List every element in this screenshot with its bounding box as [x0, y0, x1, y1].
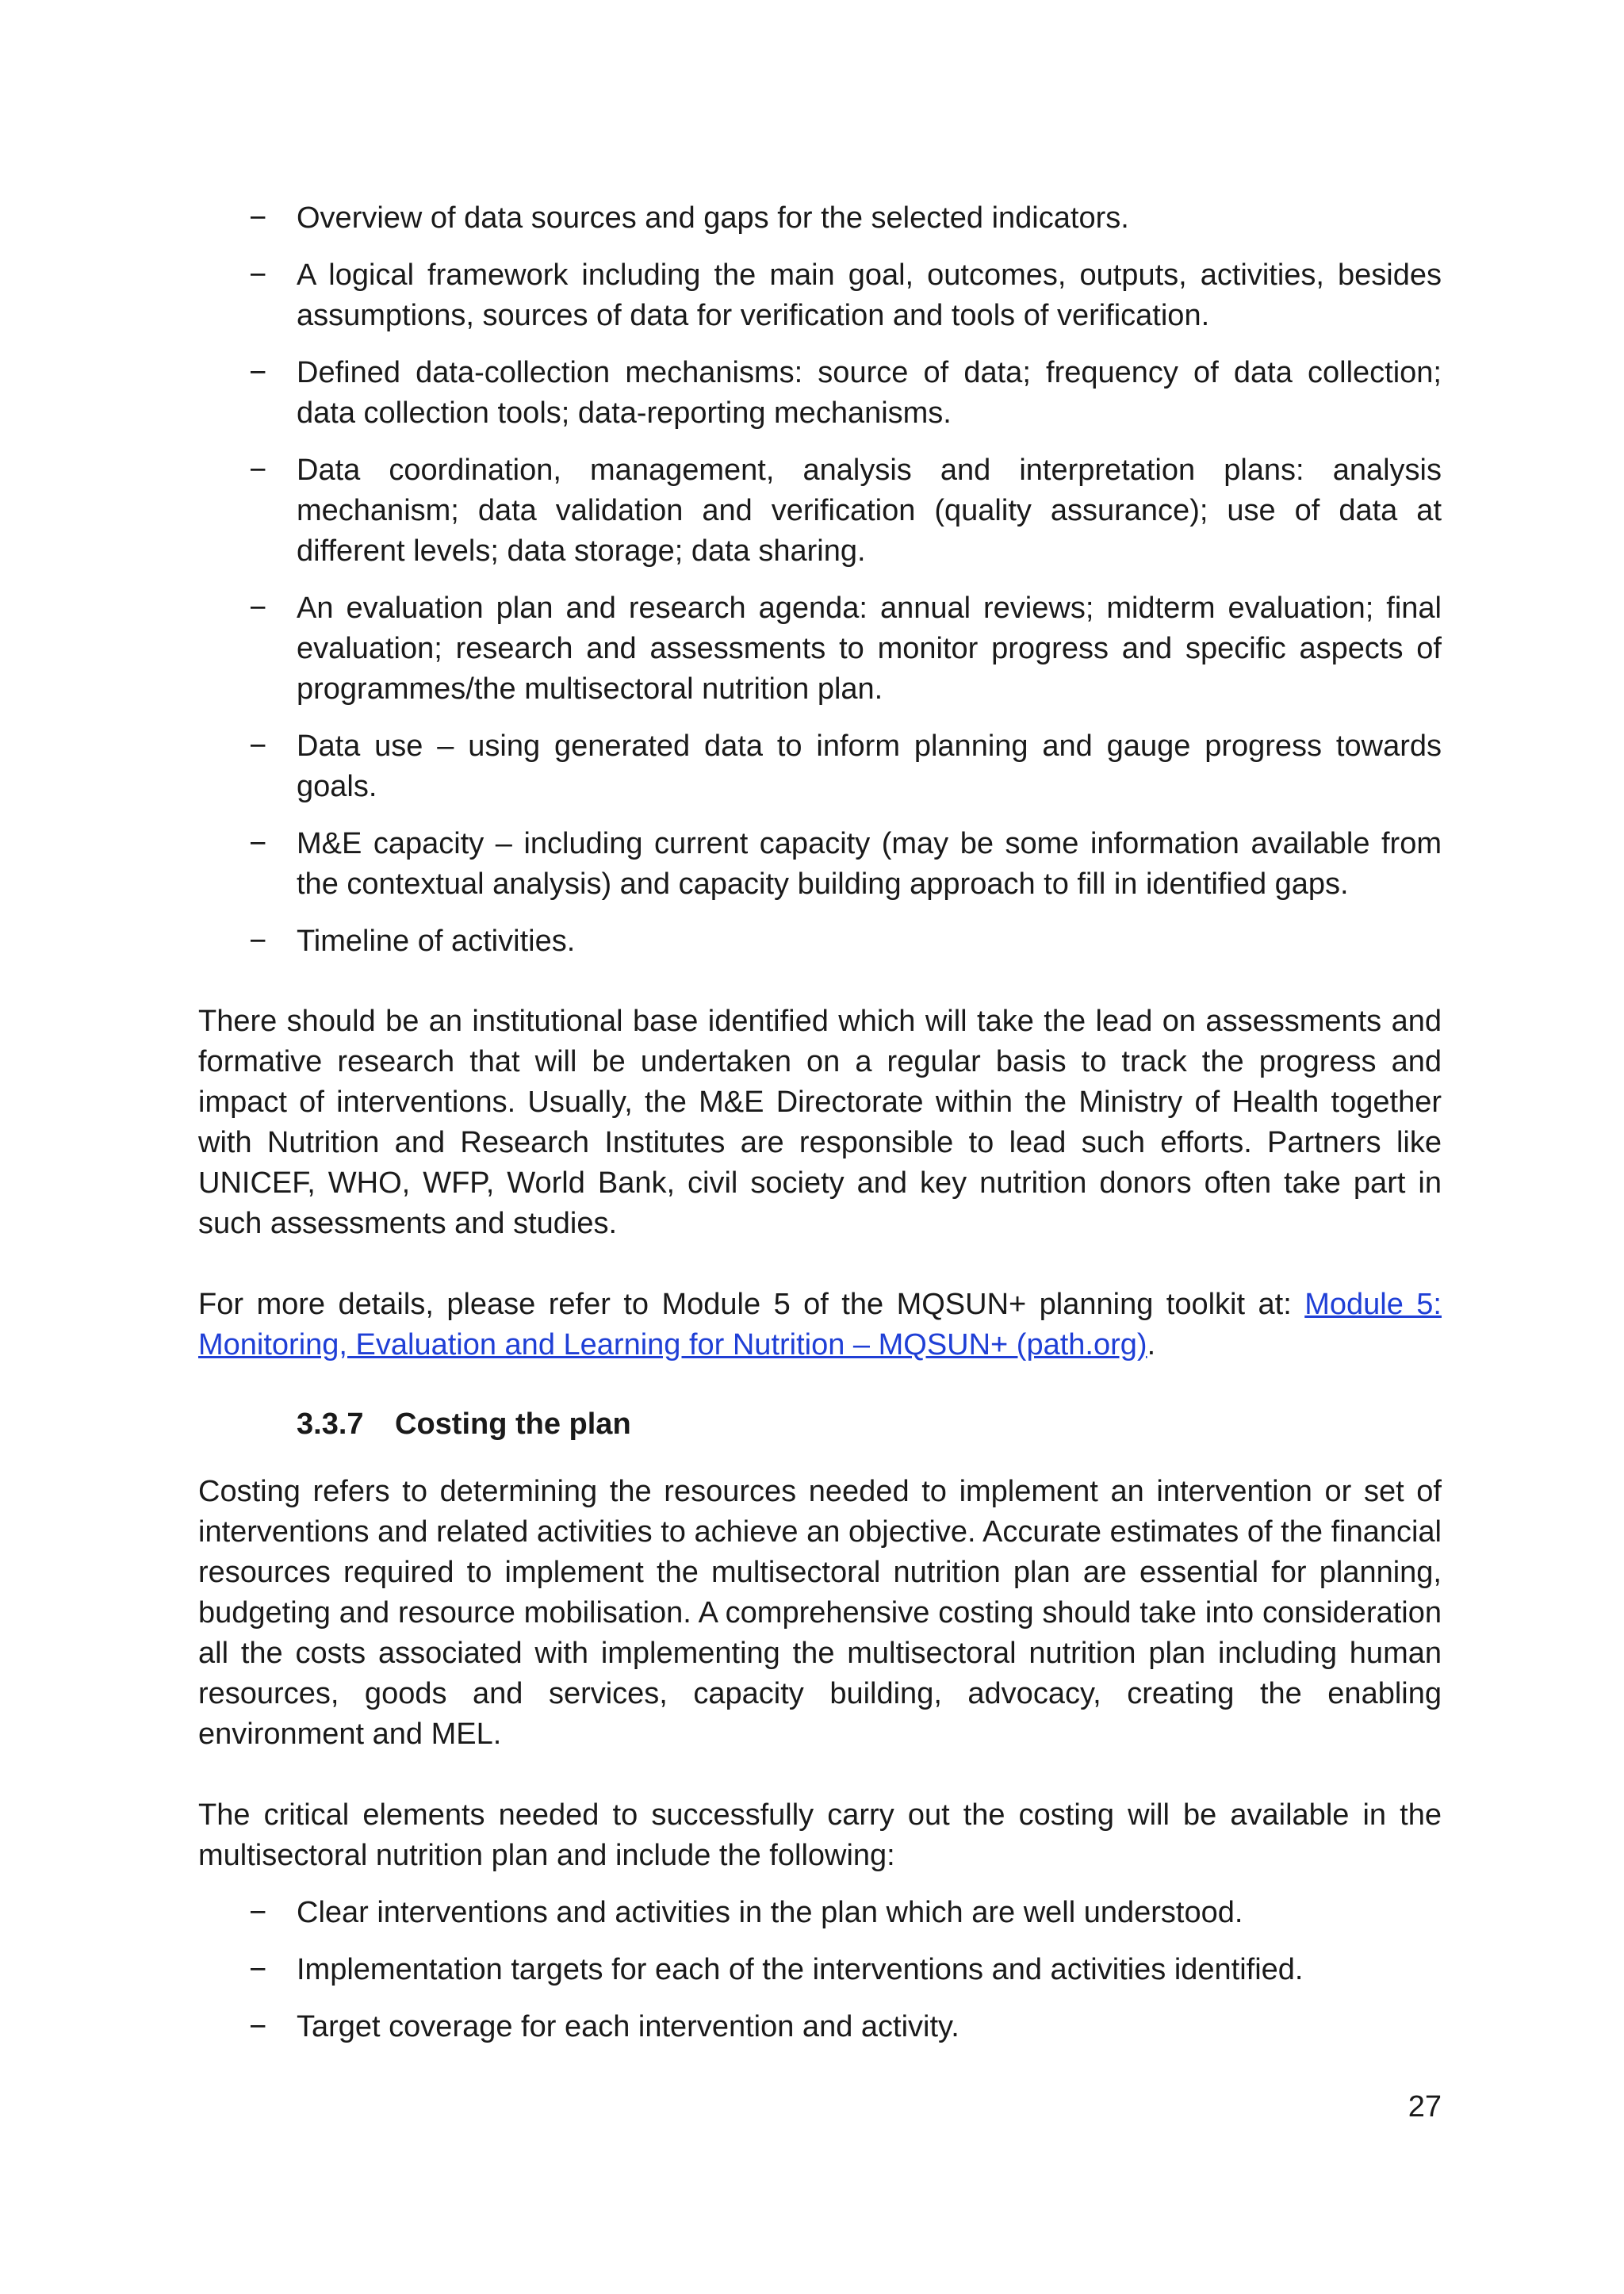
- list-item-text: Defined data-collection mechanisms: source of data; frequency of data collection; data collection tools; data-reporting mechanisms.: [297, 356, 1442, 430]
- paragraph-critical-elements: The critical elements needed to successfully carry out the costing will be available in the multisectoral nutrition plan and include the following:: [198, 1798, 1442, 1872]
- bullet-dash: −: [249, 356, 267, 389]
- module-5-link[interactable]: Module 5: Monitoring, Evaluation and Learning for Nutrition – MQSUN+ (path.org): [198, 1288, 1442, 1361]
- section-number: 3.3.7: [297, 1407, 364, 1441]
- paragraph-costing-definition: Costing refers to determining the resources needed to implement an intervention or set of interventions and related activities to achieve an objective. Accurate estimates of the financial resources required to implement the multisectoral nutrition plan are essential for planning, budgeting and resource mobilisation. A comprehensive costing should take into consideration all the costs associated with implementing the multisectoral nutrition plan including human resources, goods and services, capacity building, advocacy, creating the enabling environment and MEL.: [198, 1475, 1442, 1751]
- list-item-text: Data use – using generated data to inform planning and gauge progress towards goals.: [297, 730, 1442, 803]
- mel-plan-components-list: [198, 198, 1442, 962]
- list-item: [198, 2007, 1442, 2047]
- paragraph-text: .: [1147, 1328, 1156, 1361]
- bullet-dash: −: [249, 1953, 267, 1986]
- list-item: [198, 588, 1442, 710]
- list-item: [198, 450, 1442, 572]
- list-item: [198, 726, 1442, 807]
- bullet-dash: −: [249, 827, 267, 860]
- paragraph-text: For more details, please refer to Module 5 of the MQSUN+ planning toolkit at:: [198, 1288, 1305, 1321]
- list-item: [198, 921, 1442, 962]
- bullet-dash: −: [249, 925, 267, 958]
- list-item: [198, 353, 1442, 434]
- list-item-text: Implementation targets for each of the interventions and activities identified.: [297, 1953, 1304, 1986]
- spacer: [198, 1755, 1442, 1795]
- section-heading: [198, 1404, 1442, 1445]
- spacer: [198, 1876, 1442, 1893]
- list-item-text: M&E capacity – including current capacity (may be some information available from the contextual analysis) and capacity building approach to fill in identified gaps.: [297, 827, 1442, 901]
- bullet-dash: −: [249, 1896, 267, 1929]
- bullet-dash: −: [249, 730, 267, 763]
- list-item: [198, 824, 1442, 905]
- bullet-dash: −: [249, 454, 267, 487]
- spacer: [198, 1244, 1442, 1285]
- list-item-text: Target coverage for each intervention and activity.: [297, 2010, 959, 2043]
- list-item-text: Data coordination, management, analysis and interpretation plans: analysis mechanism; data validation and verification (quality assurance); use of data at different levels; data storage; data sharing.: [297, 454, 1442, 568]
- list-item-text: Timeline of activities.: [297, 925, 576, 958]
- page-number: 27: [1408, 2090, 1442, 2124]
- bullet-dash: −: [249, 259, 267, 292]
- bullet-dash: −: [249, 2010, 267, 2043]
- list-item: [198, 255, 1442, 336]
- bullet-dash: −: [249, 592, 267, 625]
- list-item: [198, 1893, 1442, 1933]
- section-title: Costing the plan: [395, 1407, 631, 1441]
- list-item: [198, 198, 1442, 239]
- bullet-dash: −: [249, 201, 267, 235]
- paragraph-institutional-base: There should be an institutional base identified which will take the lead on assessments and formative research that will be undertaken on a regular basis to track the progress and impact of interventions. Usually, the M&E Directorate within the Ministry of Health together with Nutrition and Research Institutes are responsible to lead such efforts. Partners like UNICEF, WHO, WFP, World Bank, civil society and key nutrition donors often take part in such assessments and studies.: [198, 1005, 1442, 1240]
- list-item-text: An evaluation plan and research agenda: annual reviews; midterm evaluation; final evaluation; research and assessments to monitor progress and specific aspects of programmes/the multisectoral nutrition plan.: [297, 592, 1442, 706]
- spacer: [198, 978, 1442, 1001]
- list-item-text: A logical framework including the main goal, outcomes, outputs, activities, besides assumptions, sources of data for verification and tools of verification.: [297, 259, 1442, 332]
- list-item-text: Clear interventions and activities in the plan which are well understood.: [297, 1896, 1243, 1929]
- page-content: [198, 198, 1442, 2064]
- list-item: [198, 1950, 1442, 1990]
- list-item-text: Overview of data sources and gaps for the selected indicators.: [297, 201, 1129, 235]
- paragraph-more-details: [198, 1285, 1442, 1365]
- costing-elements-list: [198, 1893, 1442, 2047]
